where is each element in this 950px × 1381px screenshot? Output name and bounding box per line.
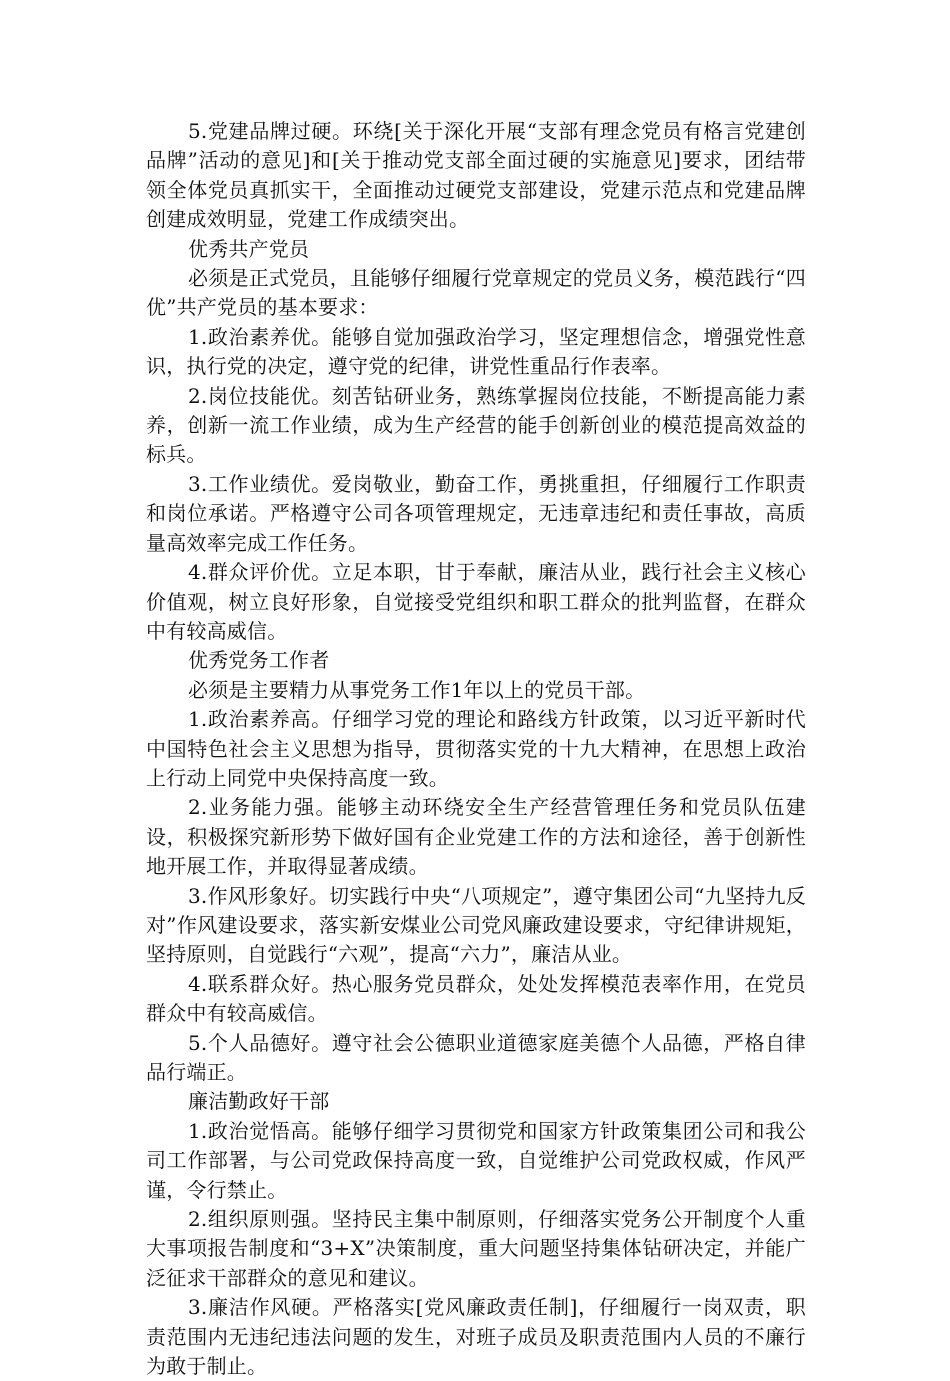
paragraph-cadre-organization: 2.组织原则强。坚持民主集中制原则，仔细落实党务公开制度个人重大事项报告制度和“3+X”决策制度，重大问题坚持集体钻研决定，并能广泛征求干部群众的意见和建议。 bbox=[146, 1207, 806, 1290]
section-heading-excellent-party-worker: 优秀党务工作者 bbox=[188, 648, 330, 673]
paragraph-worker-style: 3.作风形象好。切实践行中央“八项规定”，遵守集团公司“九坚持九反对”作风建设要求，落实新安煤业公司党风廉政建设要求，守纪律讲规矩，坚持原则，自觉践行“六观”，提高“六力”，廉洁从业。 bbox=[146, 883, 806, 967]
paragraph-worker-masses: 4.联系群众好。热心服务党员群众，处处发挥模范表率作用，在党员群众中有较高威信。 bbox=[146, 971, 806, 1026]
paragraph-member-requirement: 必须是正式党员，且能够仔细履行党章规定的党员义务，模范践行“四优”共产党员的基本要求： bbox=[146, 266, 806, 320]
paragraph-political-quality: 1.政治素养优。能够自觉加强政治学习，坚定理想信念，增强党性意识，执行党的决定，遵守党的纪律，讲党性重品行作表率。 bbox=[146, 324, 806, 379]
paragraph-worker-morality: 5.个人品德好。遵守社会公德职业道德家庭美德个人品德，严格自律品行端正。 bbox=[146, 1030, 806, 1084]
paragraph-worker-ability: 2.业务能力强。能够主动环绕安全生产经营管理任务和党员队伍建设，积极探究新形势下做好国有企业党建工作的方法和途径，善于创新性地开展工作，并取得显著成绩。 bbox=[146, 795, 806, 879]
paragraph-public-evaluation: 4.群众评价优。立足本职，甘于奉献，廉洁从业，践行社会主义核心价值观，树立良好形象，自觉接受党组织和职工群众的批判监督，在群众中有较高威信。 bbox=[146, 560, 806, 643]
paragraph-party-brand: 5.党建品牌过硬。环绕[关于深化开展“支部有理念党员有格言党建创品牌”活动的意见]和[关于推动党支部全面过硬的实施意见]要求，团结带领全体党员真抓实干，全面推动过硬党支部建设，党建示范点和党建品牌创建成效明显，党建工作成绩突出。 bbox=[146, 119, 806, 232]
paragraph-job-skill: 2.岗位技能优。刻苦钻研业务，熟练掌握岗位技能，不断提高能力素养，创新一流工作业绩，成为生产经营的能手创新创业的模范提高效益的标兵。 bbox=[146, 383, 806, 467]
section-heading-clean-cadre: 廉洁勤政好干部 bbox=[188, 1089, 330, 1114]
paragraph-cadre-political: 1.政治觉悟高。能够仔细学习贯彻党和国家方针政策集团公司和我公司工作部署，与公司党政保持高度一致，自觉维护公司党政权威，作风严谨，令行禁止。 bbox=[146, 1118, 806, 1202]
section-heading-excellent-party-member: 优秀共产党员 bbox=[188, 236, 310, 261]
paragraph-worker-political: 1.政治素养高。仔细学习党的理论和路线方针政策，以习近平新时代中国特色社会主义思想为指导，贯彻落实党的十九大精神，在思想上政治上行动上同党中央保持高度一致。 bbox=[146, 707, 806, 790]
paragraph-work-performance: 3.工作业绩优。爱岗敬业，勤奋工作，勇挑重担，仔细履行工作职责和岗位承诺。严格遵守公司各项管理规定，无违章违纪和责任事故，高质量高效率完成工作任务。 bbox=[146, 471, 806, 555]
document-body bbox=[146, 117, 806, 1381]
paragraph-cadre-integrity: 3.廉洁作风硬。严格落实[党风廉政责任制]，仔细履行一岗双责，职责范围内无违纪违法问题的发生，对班子成员及职责范围内人员的不廉行为敢于制止。 bbox=[146, 1295, 806, 1379]
paragraph-worker-requirement: 必须是主要精力从事党务工作1年以上的党员干部。 bbox=[188, 677, 646, 702]
